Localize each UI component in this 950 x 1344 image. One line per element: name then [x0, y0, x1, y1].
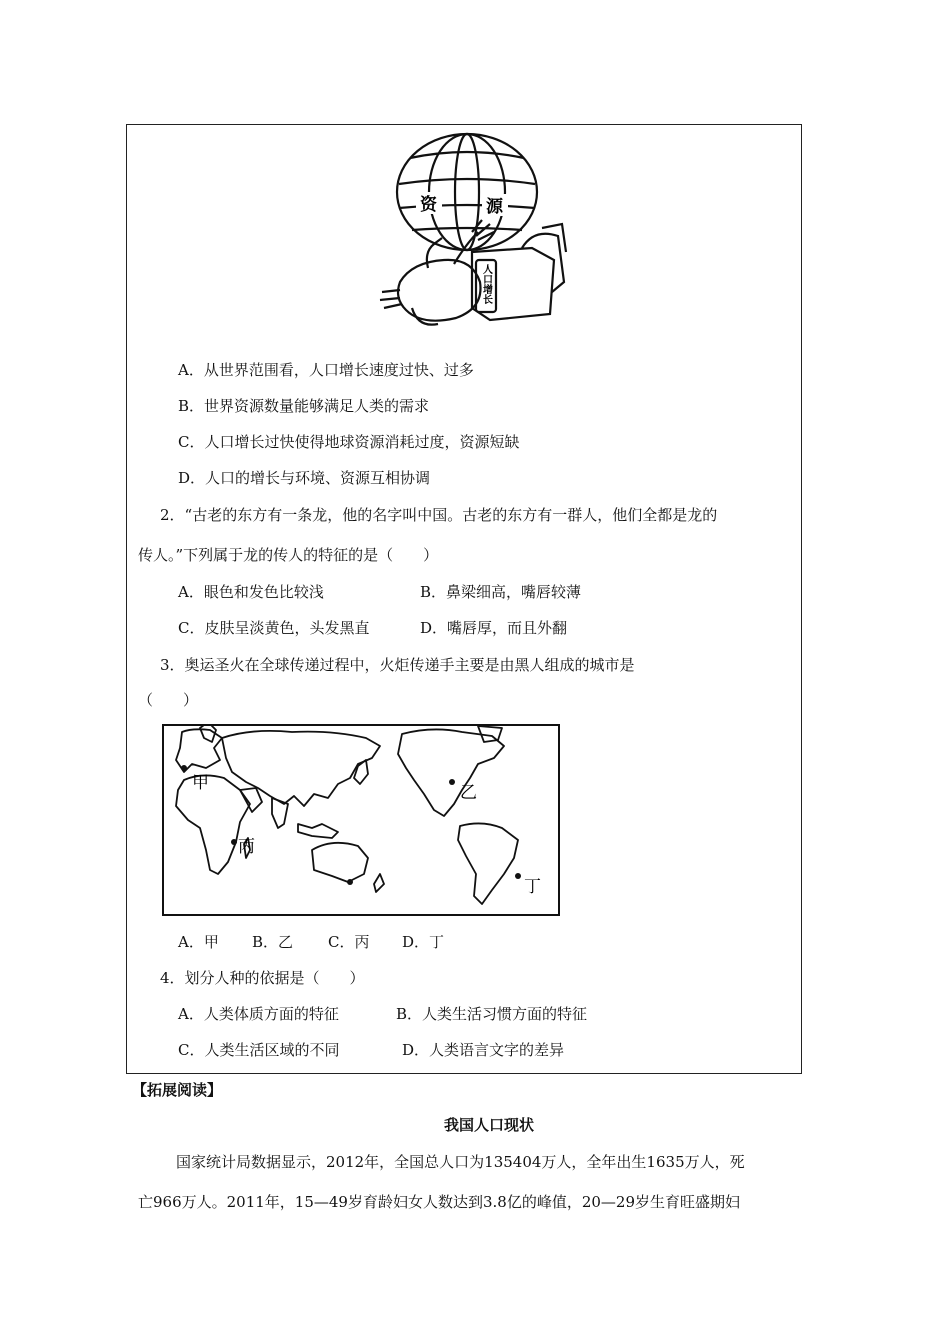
q3-stem-line2: （ ） — [138, 691, 199, 709]
extension-heading: 【拓展阅读】 — [132, 1081, 223, 1099]
globe-parallel-1 — [410, 152, 524, 158]
globe-parallel-2 — [399, 179, 535, 184]
q2-option-b: B．鼻梁细高，嘴唇较薄 — [420, 583, 582, 601]
population-resource-cartoon — [372, 132, 582, 332]
extension-paragraph-line1: 国家统计局数据显示，2012年，全国总人口为135404万人，全年出生1635万人，死 — [176, 1153, 745, 1171]
q1-option-c: C．人口增长过快使得地球资源消耗过度，资源短缺 — [178, 433, 520, 451]
q2-stem-line1: 2．“古老的东方有一条龙，他的名字叫中国。古老的东方有一群人，他们全都是龙的 — [160, 506, 718, 524]
map-label-jia: 甲 — [192, 773, 209, 793]
q2-option-a: A．眼色和发色比较浅 — [178, 583, 324, 601]
q4-option-b: B．人类生活习惯方面的特征 — [396, 1005, 588, 1023]
q1-option-a: A．从世界范围看，人口增长速度过快、过多 — [178, 361, 474, 379]
q3-stem-line1: 3．奥运圣火在全球传递过程中，火炬传递手主要是由黑人组成的城市是 — [160, 656, 635, 674]
q2-stem-line2: 传人。”下列属于龙的传人的特征的是（ ） — [138, 546, 439, 564]
globe-parallel-4 — [412, 228, 522, 230]
map-label-bing: 丙 — [238, 837, 255, 857]
q4-stem: 4．划分人种的依据是（ ） — [160, 969, 365, 987]
person-leg — [427, 238, 442, 268]
person-head — [412, 308, 438, 325]
map-dot-extra — [347, 879, 353, 885]
q2-option-d: D．嘴唇厚，而且外翻 — [420, 619, 568, 637]
bag-handle — [522, 234, 564, 292]
q3-option-c: C．丙 — [328, 933, 370, 951]
q1-option-b: B．世界资源数量能够满足人类的需求 — [178, 397, 430, 415]
map-dot-jia — [181, 765, 187, 771]
q3-option-b: B．乙 — [252, 933, 294, 951]
map-dot-bing — [231, 839, 237, 845]
q3-option-a: A．甲 — [178, 933, 219, 951]
q4-option-d: D．人类语言文字的差异 — [402, 1041, 565, 1059]
map-dot-ding — [515, 873, 521, 879]
q4-option-a: A．人类体质方面的特征 — [178, 1005, 339, 1023]
person-body — [398, 260, 481, 321]
globe-label-resource-2: 源 — [486, 197, 503, 217]
bag-strap — [542, 224, 566, 252]
map-label-ding: 丁 — [524, 877, 541, 897]
map-label-yi: 乙 — [460, 783, 477, 803]
extension-title: 我国人口现状 — [444, 1116, 535, 1134]
q2-option-c: C．皮肤呈淡黄色，头发黑直 — [178, 619, 370, 637]
map-dot-yi — [449, 779, 455, 785]
world-map — [162, 724, 560, 916]
q4-option-c: C．人类生活区域的不同 — [178, 1041, 340, 1059]
globe-label-resource-1: 资 — [420, 195, 437, 215]
extension-paragraph-line2: 亡966万人。2011年，15—49岁育龄妇女人数达到3.8亿的峰值，20—29岁生育旺盛期妇 — [138, 1193, 741, 1211]
q1-option-d: D．人口的增长与环境、资源互相协调 — [178, 469, 431, 487]
bag-label: 人口增长 — [480, 264, 492, 304]
q3-option-d: D．丁 — [402, 933, 445, 951]
